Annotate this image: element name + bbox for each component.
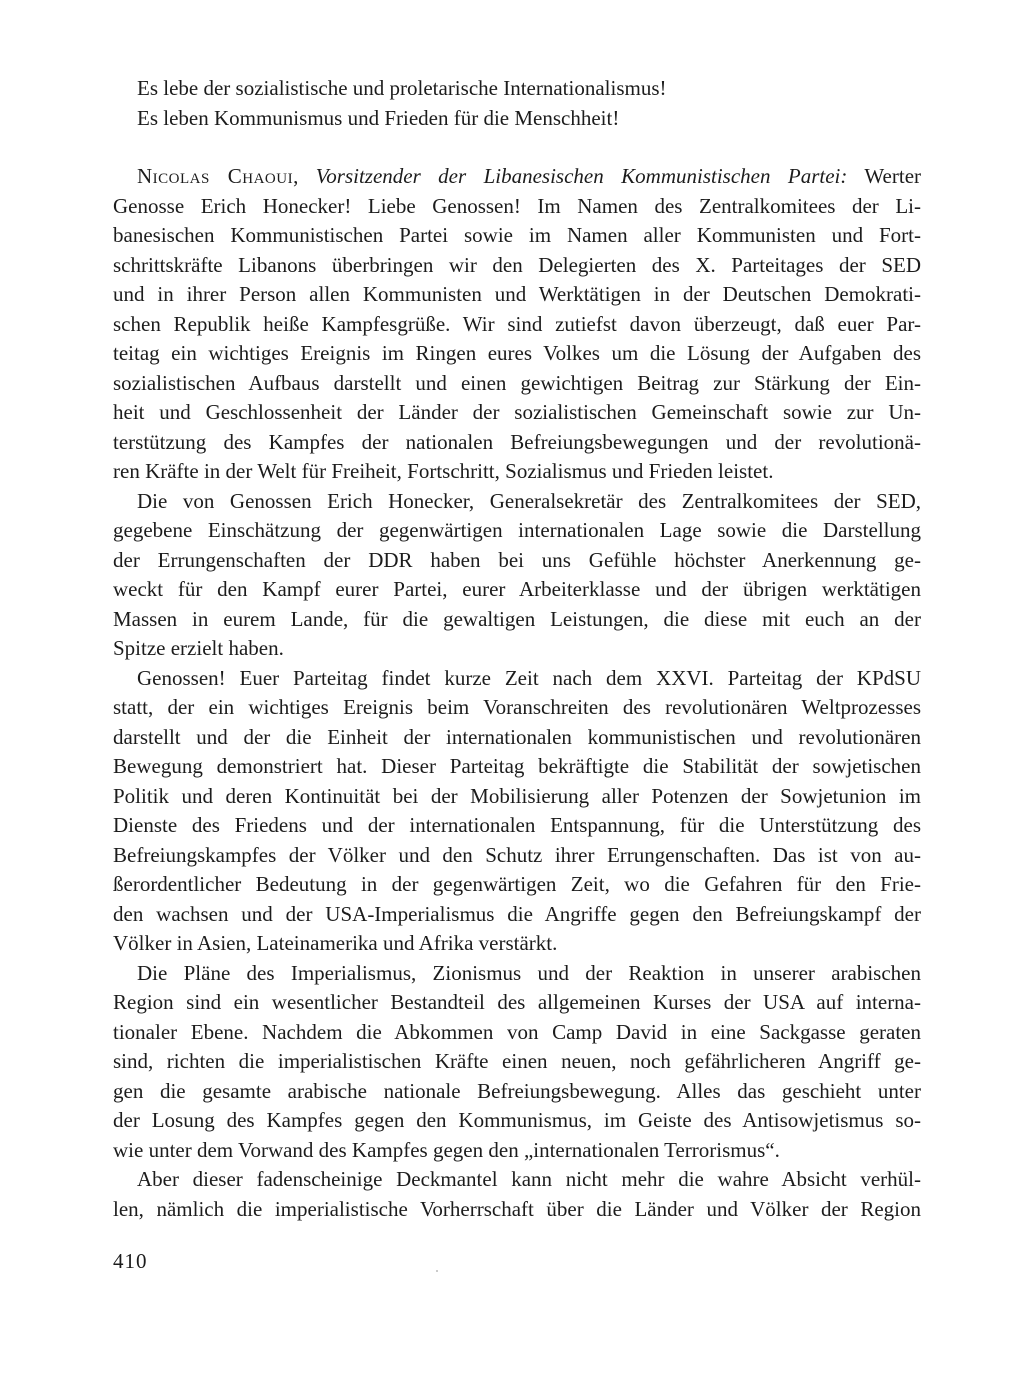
paragraph-line: schrittskräfte Libanons überbringen wir den Delegierten des X. Parteitages der SED (113, 252, 921, 277)
paragraph-line: banesischen Kommunistischen Partei sowie im Namen aller Kommunisten und Fort- (113, 223, 921, 247)
paragraph-line: Bewegung demonstriert hat. Dieser Parteitag bekräftigte die Stabilität der sowjetischen (113, 754, 921, 778)
paragraph-line: Werter (864, 164, 921, 188)
page-body (113, 74, 921, 1224)
paragraph-line: heit und Geschlossenheit der Länder der sozialistischen Gemeinschaft sowie zur Un- (113, 400, 921, 424)
paragraph-line: teitag ein wichtiges Ereignis im Ringen eures Volkes um die Lösung der Aufgaben des (113, 341, 921, 365)
speaker-line: Nicolas Chaoui, Vorsitzender der Libanesischen Kommunistischen Partei: Werter (137, 164, 921, 188)
paragraph-line: sind, richten die imperialistischen Kräfte einen neuen, noch gefährlicheren Angriff ge- (113, 1049, 921, 1073)
paragraph-line: gen die gesamte arabische nationale Befreiungsbewegung. Alles das geschieht unter (113, 1078, 921, 1103)
paragraph-line: Völker in Asien, Lateinamerika und Afrika verstärkt. (113, 931, 558, 955)
paragraph-line: terstützung des Kampfes der nationalen Befreiungsbewegungen und der revolutionä- (113, 429, 921, 454)
paragraph-line: Massen in eurem Lande, für die gewaltigen Leistungen, die diese mit euch an der (113, 606, 921, 631)
paragraph (113, 1165, 921, 1224)
speaker-name: Nicolas Chaoui (137, 164, 294, 188)
paragraph-line: der Errungenschaften der DDR haben bei uns Gefühle höchster Anerkennung ge- (113, 547, 921, 572)
paragraph-line: sozialistischen Aufbaus darstellt und einen gewichtigen Beitrag zur Stärkung der Ein- (113, 370, 921, 395)
paragraph-line: Region sind ein wesentlicher Bestandteil des allgemeinen Kurses der USA auf interna- (113, 990, 921, 1014)
paragraph-line: weckt für den Kampf eurer Partei, eurer Arbeiterklasse und der übrigen werktätigen (113, 577, 921, 601)
paragraph-line: und in ihrer Person allen Kommunisten und Werktätigen in der Deutschen Demokrati- (113, 282, 921, 306)
paragraph-line: wie unter dem Vorwand des Kampfes gegen den „internationalen Terrorismus“. (113, 1137, 780, 1162)
paragraph (113, 664, 921, 959)
paragraph-line: ßerordentlicher Bedeutung in der gegenwärtigen Zeit, wo die Gefahren für den Frie- (113, 872, 921, 896)
paragraph (113, 162, 921, 487)
paragraph-line: Befreiungskampfes der Völker und den Schutz ihrer Errungenschaften. Das ist von au- (113, 842, 921, 867)
speaker-role: Vorsitzender der Libanesischen Kommunistischen Partei: (315, 164, 848, 188)
paragraph (113, 487, 921, 664)
paragraph-line: Genosse Erich Honecker! Liebe Genossen! Im Namen des Zentralkomitees der Li- (113, 193, 921, 218)
paragraph-line: Die von Genossen Erich Honecker, Generalsekretär des Zentralkomitees der SED, (137, 488, 921, 513)
paragraph-line: den wachsen und der USA-Imperialismus die Angriffe gegen den Befreiungskampf der (113, 901, 921, 926)
closing-line-1: Es lebe der sozialistische und proletarische Internationalismus! (137, 76, 667, 100)
paragraph-line: Genossen! Euer Parteitag findet kurze Zeit nach dem XXVI. Parteitag der KPdSU (137, 665, 921, 690)
paragraph-line: Spitze erzielt haben. (113, 636, 284, 660)
speech (113, 162, 921, 1224)
paragraph-line: ren Kräfte in der Welt für Freiheit, Fortschritt, Sozialismus und Frieden leistet. (113, 459, 774, 483)
scan-speck (436, 1270, 438, 1272)
paragraph-line: der Losung des Kampfes gegen den Kommunismus, im Geiste des Antisowjetismus so- (113, 1108, 921, 1132)
paragraph-line: gegebene Einschätzung der gegenwärtigen internationalen Lage sowie die Darstellung (113, 518, 921, 542)
paragraph (113, 959, 921, 1166)
closing-line-2: Es leben Kommunismus und Frieden für die Menschheit! (137, 105, 620, 130)
paragraph-line: darstellt und der die Einheit der internationalen kommunistischen und revolutionären (113, 724, 921, 749)
paragraph-line: statt, der ein wichtiges Ereignis beim Voranschreiten des revolutionären Weltprozesses (113, 695, 921, 719)
paragraph-line: Die Pläne des Imperialismus, Zionismus und der Reaktion in unserer arabischen (137, 960, 921, 985)
paragraph-line: Politik und deren Kontinuität bei der Mobilisierung aller Potenzen der Sowjetunion im (113, 783, 921, 808)
page-number: 410 (113, 1249, 148, 1273)
paragraph-line: Dienste des Friedens und der internationalen Entspannung, für die Unterstützung des (113, 813, 921, 837)
paragraph-line: schen Republik heiße Kampfesgrüße. Wir sind zutiefst davon überzeugt, daß euer Par- (113, 311, 921, 336)
paragraph-line: len, nämlich die imperialistische Vorherrschaft über die Länder und Völker der Region (113, 1196, 921, 1221)
paragraph-line: Aber dieser fadenscheinige Deckmantel kann nicht mehr die wahre Absicht verhül- (137, 1167, 921, 1191)
paragraph-line: tionaler Ebene. Nachdem die Abkommen von Camp David in eine Sackgasse geraten (113, 1019, 921, 1044)
